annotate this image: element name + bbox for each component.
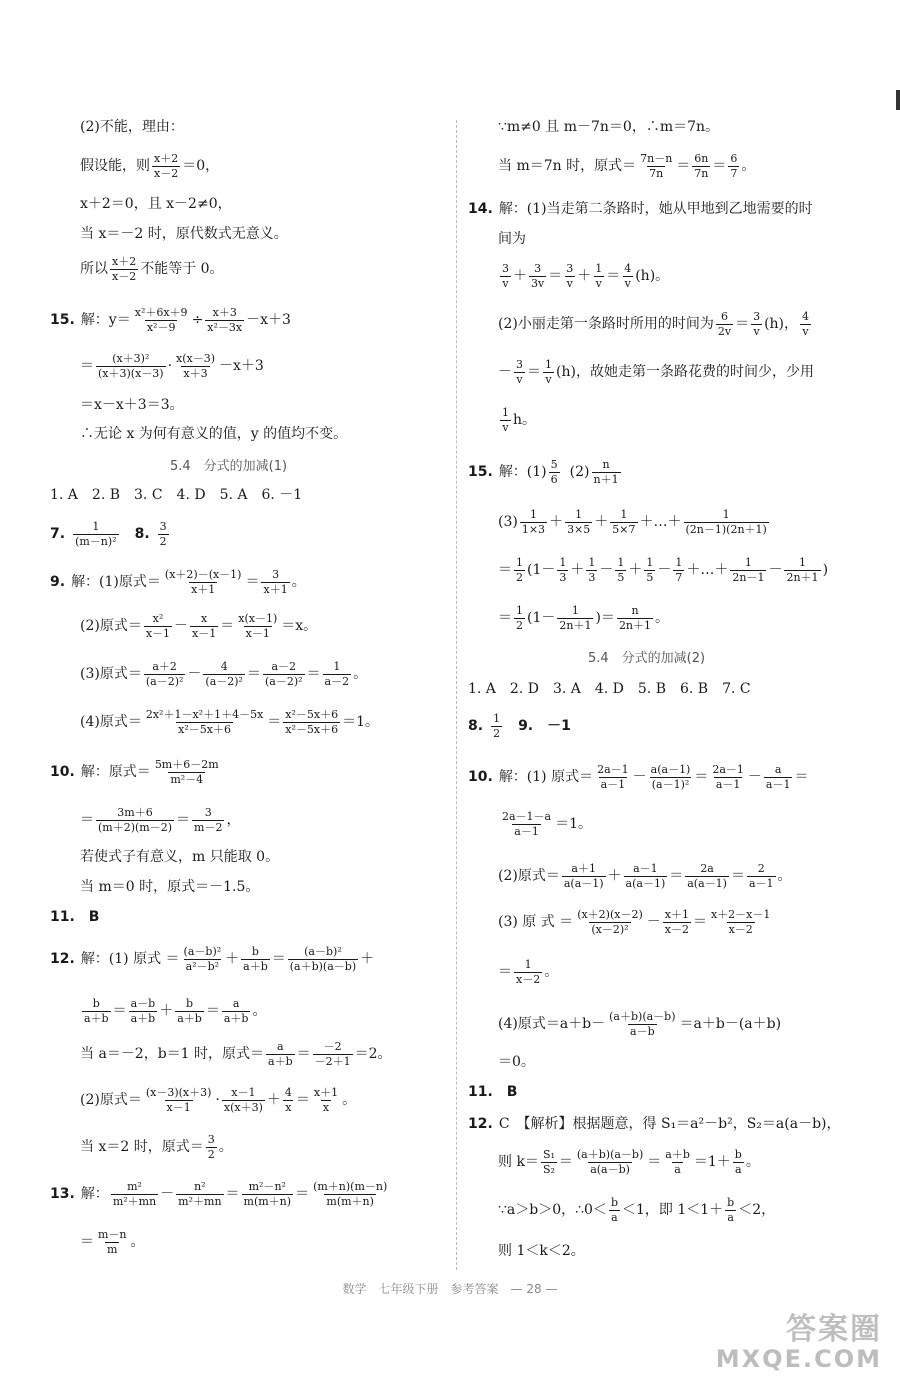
text-line: 当 x＝2 时，原式＝ $\frac{3}{2}$ 。 xyxy=(80,1133,233,1161)
text-line: (2)不能，理由： xyxy=(80,119,184,135)
text-line: (2)原式＝ $\frac{\text{x²}}{x-1}$ － $\frac{x}{x-1}$ ＝ $\frac{x(x-1)}{x-1}$ ＝x。 xyxy=(80,612,318,640)
watermark xyxy=(716,1313,882,1372)
text-line: 所以 $\frac{x+2}{x-2}$ 不能等于 0。 xyxy=(80,255,224,283)
text-line: 假设能，则 $\frac{x+2}{x-2}$ ＝0， xyxy=(80,152,220,180)
text-line: ＝ $\frac{1}{x-2}$ 。 xyxy=(498,958,559,986)
question-9: 9. 解：(1)原式＝ $\frac{(x+2)-(x-1)}{x+1}$ ＝ $\frac{3}{x+1}$ 。 xyxy=(50,568,306,596)
text-line: x＋2＝0，且 x－2≠0， xyxy=(80,196,232,212)
answer-list: 1. A 2. D 3. A 4. D 5. B 6. B 7. C xyxy=(468,681,751,697)
question-15: 15. 解：y＝ $\frac{\text{x²＋6x＋9}}{\text{x²－9}}$ ÷ $\frac{x+3}{\text{x²－3x}}$ －x＋3 xyxy=(50,306,291,334)
question-15: 15. 解：(1) $\frac{5}{6}$ (2) $\frac{n}{n+1}$ xyxy=(468,458,619,486)
text-line: 当 x＝－2 时，原代数式无意义。 xyxy=(80,226,288,242)
question-10: 10. 解：原式＝ $\frac{5m+6-2m}{\text{m²－4}}$ xyxy=(50,758,219,786)
text-line: (2)原式＝ $\frac{a+1}{a(a-1)}$ ＋ $\frac{a-1}{a(a-1)}$ ＝ $\frac{2a}{a(a-1)}$ ＝ $\frac{2}{a-1}$ 。 xyxy=(498,862,792,890)
text-line: ∵a＞b＞0，∴0＜ $\frac{b}{a}$ ＜1，即 1＜1＋ $\frac{b}{a}$ ＜2， xyxy=(498,1196,776,1224)
edge-mark xyxy=(896,90,900,110)
text-line: (4)原式＝ $\frac{\text{2x²＋1－x²＋1＋4－5x}}{\text{x²－5x＋6}}$ ＝ $\frac{\text{x²－5x＋6}}{\text{x²－5x＋6}}$ ＝1。 xyxy=(80,708,380,736)
text-line: (3) $\frac{1}{1\times 3}$ ＋ $\frac{1}{3\times 5}$ ＋ $\frac{1}{5\times 7}$ ＋…＋ $\frac{1}{(2n-1)(2n+1)}$ xyxy=(498,508,767,536)
section-title: 5.4 分式的加减(1) xyxy=(170,459,288,474)
question-10: 10. 解：(1) 原式＝ $\frac{2a-1}{a-1}$ － $\frac{a(a-1)}{\text{(a－1)²}}$ ＝ $\frac{2a-1}{a-1}$ － $\frac{a}{a-1}$ ＝ xyxy=(468,763,809,791)
text-line: ＝0。 xyxy=(498,1054,535,1070)
text-line: 当 a＝－2，b＝1 时，原式＝ $\frac{a}{a+b}$ ＝ $\frac{-2}{-2+1}$ ＝2。 xyxy=(80,1040,392,1068)
text-line: 间为 xyxy=(498,231,526,247)
question-7-8: 7. $\frac{1}{\text{(m－n)²}}$ 8. $\frac{3}{2}$ xyxy=(50,520,167,548)
question-8-9: 8. $\frac{1}{2}$ 9. －1 xyxy=(468,712,571,740)
page-footer: 数学 七年级下册 参考答案 — 28 — xyxy=(342,1282,558,1296)
question-11: 11. B xyxy=(468,1084,518,1100)
text-line: (3)原式＝ $\frac{a+2}{\text{(a－2)²}}$ － $\frac{4}{\text{(a－2)²}}$ ＝ $\frac{a-2}{\text{(a－2)²}}$ ＝ $\frac{1}{a-2}$ 。 xyxy=(80,660,368,688)
question-12: 12. 解：(1) 原式 ＝ $\frac{\text{(a－b)²}}{\text{a²－b²}}$ ＋ $\frac{b}{a+b}$ ＝ $\frac{\text{(a－b)²}}{(a+b)(a-b)}$ ＋ xyxy=(50,945,375,973)
text-line: ＝ $\frac{m-n}{m}$ 。 xyxy=(80,1228,145,1256)
text-line: (2)原式＝ $\frac{(x-3)(x+3)}{x-1}$ · $\frac{x-1}{x(x+3)}$ ＋ $\frac{4}{x}$ ＝ $\frac{x+1}{x}$ 。 xyxy=(80,1086,357,1114)
question-14: 14. 解：(1)当走第二条路时，她从甲地到乙地需要的时 xyxy=(468,201,813,217)
question-13: 13. 解： $\frac{\text{m²}}{\text{m²＋mn}}$ － $\frac{\text{n²}}{\text{m²＋mn}}$ ＝ $\frac{\text{m²－n²}}{m(m+n)}$ ＝ $\frac{(m+n)(m-n)}{m(m+n)}$ xyxy=(50,1180,388,1208)
text-line: ＝ $\frac{1}{2}$ (1－ $\frac{1}{3}$ ＋ $\frac{1}{3}$ － $\frac{1}{5}$ ＋ $\frac{1}{5}$ － $\frac{1}{7}$ ＋…＋ $\frac{1}{2n-1}$ － $\frac{1}{2n+1}$ ) xyxy=(498,556,829,584)
column-divider xyxy=(456,120,457,1270)
text-line: (3) 原 式 ＝ $\frac{(x+2)(x-2)}{\text{(x－2)²}}$ － $\frac{x+1}{x-2}$ ＝ $\frac{x+2-x-1}{x-2}$ xyxy=(498,908,771,936)
text-line: $\frac{b}{a+b}$ ＝ $\frac{a-b}{a+b}$ ＋ $\frac{b}{a+b}$ ＝ $\frac{a}{a+b}$ 。 xyxy=(84,997,267,1025)
text-line: ＝ $\frac{1}{2}$ (1－ $\frac{1}{2n+1}$ )＝ $\frac{n}{2n+1}$ 。 xyxy=(498,604,670,632)
text-line: － $\frac{3}{v}$ ＝ $\frac{1}{v}$ (h)，故她走第一条路花费的时间少，少用 xyxy=(498,358,814,386)
text-line: ∵m≠0 且 m－7n＝0，∴m＝7n。 xyxy=(498,119,720,135)
text-line: 当 m＝0 时，原式＝－1.5。 xyxy=(80,879,260,895)
text-line: 则 k＝ $\frac{\text{S₁}}{\text{S₂}}$ ＝ $\frac{(a+b)(a-b)}{a(a-b)}$ ＝ $\frac{a+b}{a}$ ＝1＋ $\frac{b}{a}$ 。 xyxy=(498,1148,760,1176)
text-line: $\frac{1}{v}$ h。 xyxy=(502,406,537,434)
question-11: 11. B xyxy=(50,909,100,925)
watermark-url: MXQE.COM xyxy=(715,1344,882,1373)
text-line: ∴无论 x 为何有意义的值，y 的值均不变。 xyxy=(80,426,348,442)
text-line: 当 m＝7n 时，原式＝ $\frac{7n-n}{7n}$ ＝ $\frac{6n}{7n}$ ＝ $\frac{6}{7}$ 。 xyxy=(498,152,756,180)
answer-list: 1. A 2. B 3. C 4. D 5. A 6. －1 xyxy=(50,487,303,503)
fraction: $\frac{x+2}{x-2}$ xyxy=(154,152,179,180)
text-line: (4)原式＝a＋b－ $\frac{(a+b)(a-b)}{a-b}$ ＝a＋b－(a＋b) xyxy=(498,1010,782,1038)
text-line: ＝ $\frac{3m+6}{(m+2)(m-2)}$ ＝ $\frac{3}{m-2}$ ， xyxy=(80,806,241,834)
text-line: 则 1＜k＜2。 xyxy=(498,1243,585,1259)
section-title: 5.4 分式的加减(2) xyxy=(588,651,706,666)
question-12: 12. C 【解析】根据题意，得 S₁＝a²－b²，S₂＝a(a－b)， xyxy=(468,1116,841,1132)
watermark-title: 答案圈 xyxy=(786,1311,882,1347)
text-line: (2)小丽走第一条路时所用的时间为 $\frac{6}{2v}$ ＝ $\frac{3}{v}$ (h)， $\frac{4}{v}$ xyxy=(498,310,810,338)
text-line: $\frac{3}{v}$ ＋ $\frac{3}{3v}$ ＝ $\frac{3}{v}$ ＋ $\frac{1}{v}$ ＝ $\frac{4}{v}$ (h)。 xyxy=(502,262,670,290)
text-line: $\frac{2a-1-a}{a-1}$ ＝1。 xyxy=(502,810,593,838)
text-line: ＝x－x＋3＝3。 xyxy=(80,397,184,413)
fraction: $\frac{x+2}{x-2}$ xyxy=(112,255,137,283)
text-line: 若使式子有意义，m 只能取 0。 xyxy=(80,849,280,865)
text-line: ＝ $\frac{\text{(x＋3)²}}{(x+3)(x-3)}$ · $\frac{x(x-3)}{x+3}$ －x＋3 xyxy=(80,352,264,380)
